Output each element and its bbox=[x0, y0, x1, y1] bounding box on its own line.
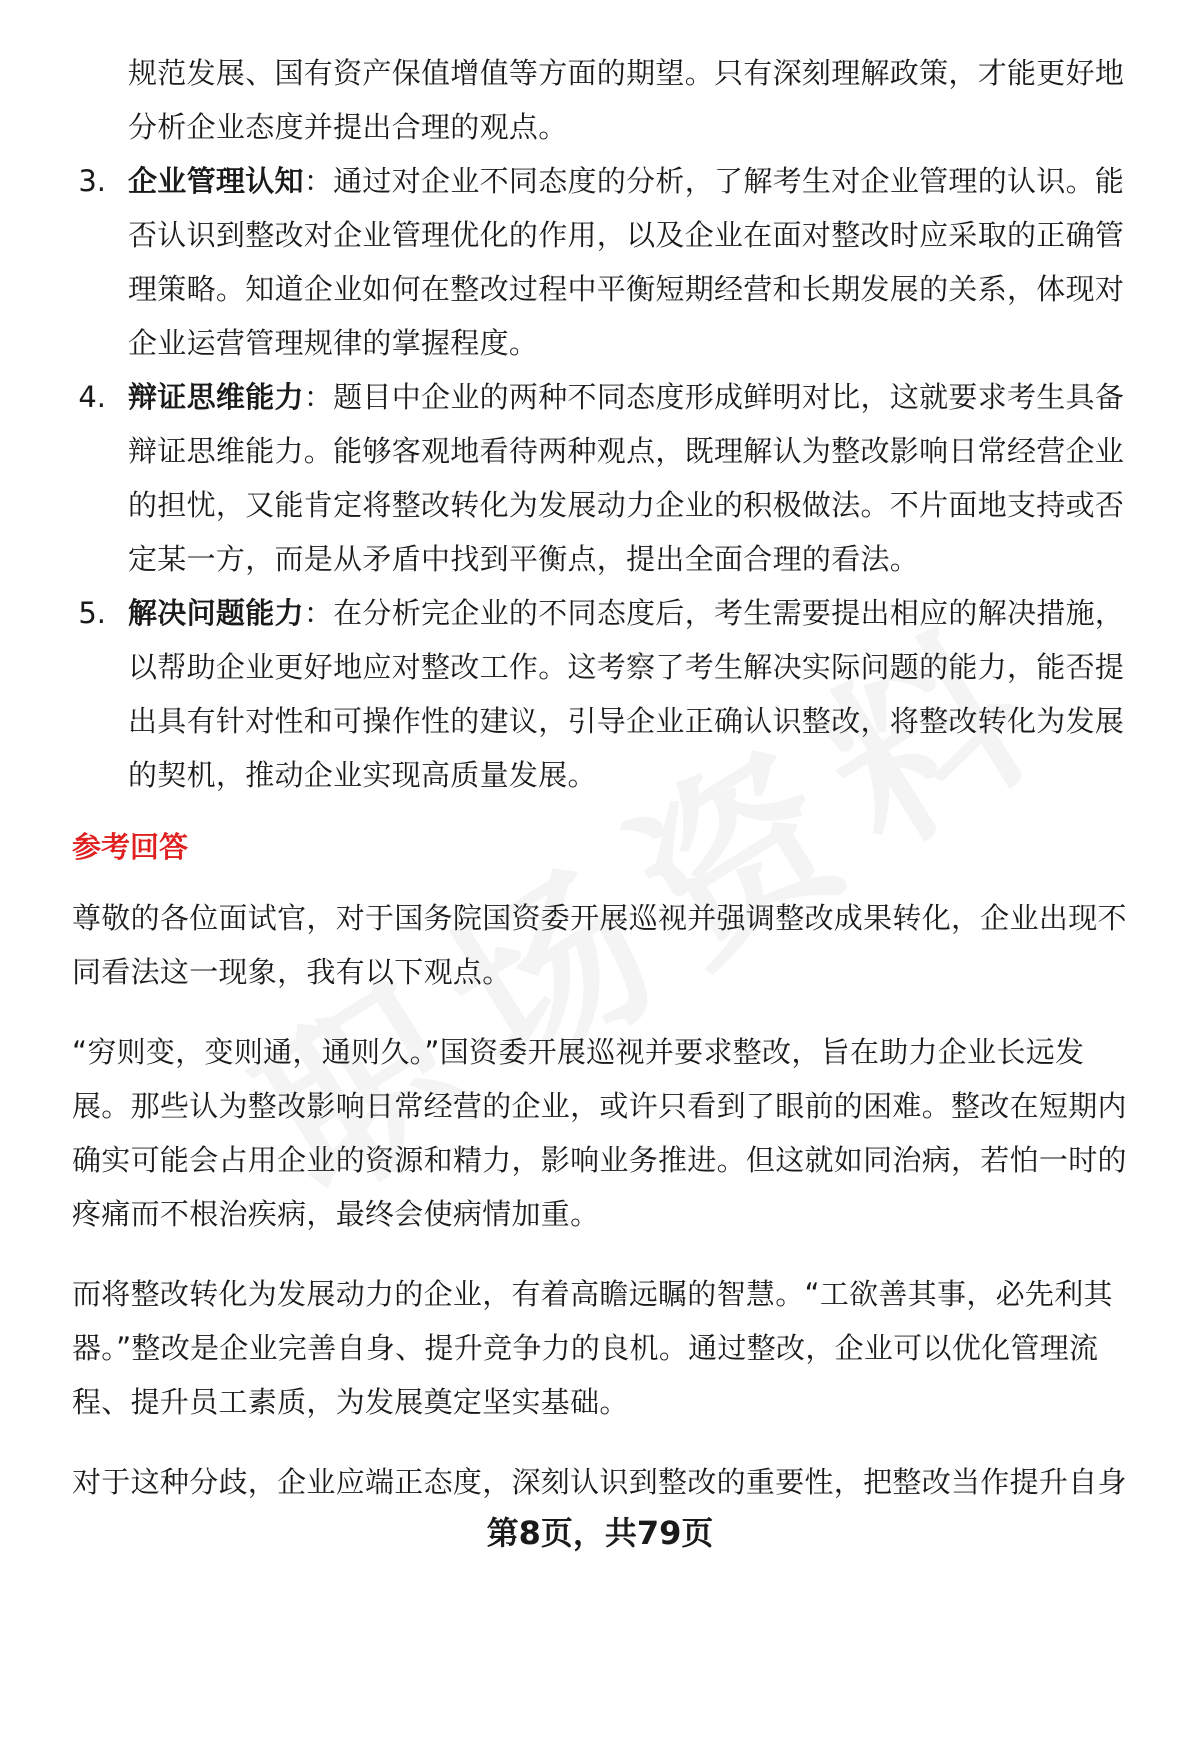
list-item-4-line: 的担忧，又能肯定将整改转化为发展动力企业的积极做法。不片面地支持或否 bbox=[128, 488, 1125, 522]
reference-heading: 参考回答 bbox=[72, 830, 189, 864]
list-item-3-line: 否认识到整改对企业管理优化的作用，以及企业在面对整改时应采取的正确管 bbox=[128, 218, 1125, 252]
paragraph-line: 而将整改转化为发展动力的企业，有着高瞻远瞩的智慧。“工欲善其事，必先利其 bbox=[72, 1277, 1113, 1311]
list-item-5-line: 的契机，推动企业实现高质量发展。 bbox=[128, 758, 597, 792]
list-item-5-title: 解决问题能力 bbox=[128, 596, 304, 630]
paragraph-line: 程、提升员工素质，为发展奠定坚实基础。 bbox=[72, 1385, 629, 1419]
list-item-4-line: 辩证思维能力。能够客观地看待两种观点，既理解认为整改影响日常经营企业 bbox=[128, 434, 1125, 468]
list-item-4-number: 4. bbox=[78, 380, 106, 414]
page-number-footer: 第8页，共79页 bbox=[486, 1514, 714, 1552]
paragraph-line: 尊敬的各位面试官，对于国务院国资委开展巡视并强调整改成果转化，企业出现不 bbox=[72, 901, 1127, 935]
list-item-5-line: 出具有针对性和可操作性的建议，引导企业正确认识整改，将整改转化为发展 bbox=[128, 704, 1125, 738]
list-item-3-title: 企业管理认知 bbox=[128, 164, 304, 198]
list-item-4-line: 定某一方，而是从矛盾中找到平衡点，提出全面合理的看法。 bbox=[128, 542, 920, 576]
list-item-5-line: 以帮助企业更好地应对整改工作。这考察了考生解决实际问题的能力，能否提 bbox=[128, 650, 1125, 684]
paragraph-line: 器。”整改是企业完善自身、提升竞争力的良机。通过整改，企业可以优化管理流 bbox=[72, 1331, 1099, 1365]
list-item-2-line: 规范发展、国有资产保值增值等方面的期望。只有深刻理解政策，才能更好地 bbox=[128, 56, 1125, 90]
list-item-4-text: ：题目中企业的两种不同态度形成鲜明对比，这就要求考生具备 bbox=[303, 380, 1125, 414]
list-item-4-first-line bbox=[128, 377, 1124, 417]
list-item-4-title: 辩证思维能力 bbox=[128, 380, 304, 414]
list-item-2-line: 分析企业态度并提出合理的观点。 bbox=[128, 110, 568, 144]
paragraph-line: “穷则变，变则通，通则久。”国资委开展巡视并要求整改，旨在助力企业长远发 bbox=[72, 1035, 1085, 1069]
paragraph-line: 确实可能会占用企业的资源和精力，影响业务推进。但这就如同治病，若怕一时的 bbox=[72, 1143, 1127, 1177]
paragraph-line: 疼痛而不根治疾病，最终会使病情加重。 bbox=[72, 1197, 600, 1231]
paragraph-line: 对于这种分歧，企业应端正态度，深刻认识到整改的重要性，把整改当作提升自身 bbox=[72, 1465, 1127, 1499]
list-item-5-text: ：在分析完企业的不同态度后，考生需要提出相应的解决措施， bbox=[303, 596, 1125, 630]
list-item-3-first-line bbox=[128, 161, 1124, 201]
paragraph-line: 同看法这一现象，我有以下观点。 bbox=[72, 955, 512, 989]
list-item-3-number: 3. bbox=[78, 164, 106, 198]
paragraph-line: 展。那些认为整改影响日常经营的企业，或许只看到了眼前的困难。整改在短期内 bbox=[72, 1089, 1127, 1123]
list-item-5-first-line bbox=[128, 593, 1124, 633]
list-item-3-line: 企业运营管理规律的掌握程度。 bbox=[128, 326, 539, 360]
list-item-3-line: 理策略。知道企业如何在整改过程中平衡短期经营和长期发展的关系，体现对 bbox=[128, 272, 1125, 306]
list-item-5-number: 5. bbox=[78, 596, 106, 630]
list-item-3-text: ：通过对企业不同态度的分析，了解考生对企业管理的认识。能 bbox=[303, 164, 1125, 198]
